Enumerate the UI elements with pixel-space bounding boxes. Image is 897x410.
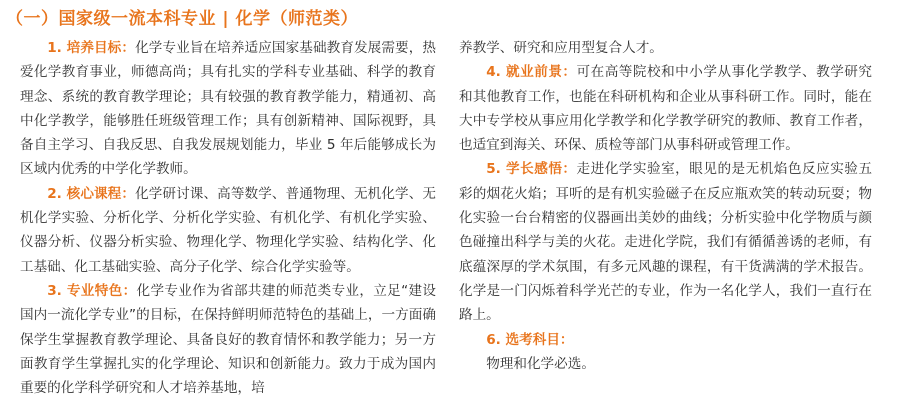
section-exam-subjects-body: 物理和化学必选。 <box>486 355 595 372</box>
section-body: 化学研讨课、高等数学、普通物理、无机化学、无机化学实验、分析化学、分析化学实验、有机化学、有机化学实验、仪器分析、仪器分析实验、物理化学、物理化学实验、结构化学、化工基础、化工基础实验、高分子化学、综合化学实验等。 <box>20 185 437 275</box>
section-heading: 3. 专业特色： <box>47 282 137 299</box>
section-heading: 1. 培养目标： <box>47 40 136 56</box>
section-career <box>459 60 872 157</box>
section-senior-reflection <box>459 157 872 327</box>
left-column <box>20 36 436 400</box>
section-body: 可在高等院校和中小学从事化学教学、教学研究和其他教育工作，也能在科研机构和企业从事科研工作。同时，能在大中专学校从事应用化学教学和化学教学研究的教师、教育工作者，也适宜到海关、环保、质检等部门从事科研或管理工作。 <box>459 64 872 154</box>
section-body: 化学专业作为省部共建的师范类专业，立足“建设国内一流化学专业”的目标，在保持鲜明师范特色的基础上，一方面确保学生掌握教育教学理论、具备良好的教育情怀和教学能力；另一方面教育学生掌握扎实的化学理论、知识和创新能力。致力于成为国内重要的化学科学研究和人才培养基地，培 <box>20 282 437 397</box>
section-body: 化学专业旨在培养适应国家基础教育发展需要，热爱化学教育事业，师德高尚；具有扎实的学科专业基础、科学的教育理念、系统的教育教学理论；具有较强的教育教学能力，精通初、高中化学教学，能够胜任班级管理工作；具有创新精神、国际视野，具备自主学习、自我反思、自我发展规划能力，毕业 5 年后能够成长为区域内优秀的中学化学教师。 <box>20 40 437 178</box>
section-body: 走进化学实验室，眼见的是无机焰色反应实验五彩的烟花火焰；耳听的是有机实验磁子在反应瓶欢笑的转动玩耍；物化实验一台台精密的仪器画出美妙的曲线；分析实验中化学物质与颜色碰撞出科学与美的火花。走进化学院，我们有循循善诱的老师，有底蕴深厚的学术氛围，有多元风趣的课程，有干货满满的学术报告。化学是一门闪烁着科学光芒的专业，作为一名化学人，我们一直行在路上。 <box>459 161 872 324</box>
section-heading: 2. 核心课程： <box>47 185 136 202</box>
section-exam-subjects <box>459 328 872 352</box>
section-heading: 5. 学长感悟： <box>486 161 577 178</box>
page-title: （一）国家级一流本科专业 | 化学（师范类） <box>6 9 359 29</box>
section-core-courses <box>20 182 436 279</box>
right-column <box>459 36 872 376</box>
section-heading: 6. 选考科目： <box>486 331 574 348</box>
section-features <box>20 279 436 400</box>
section-training-goal <box>20 36 436 182</box>
section-features-continued: 养教学、研究和应用型复合人才。 <box>459 40 663 56</box>
section-heading: 4. 就业前景： <box>486 64 577 81</box>
